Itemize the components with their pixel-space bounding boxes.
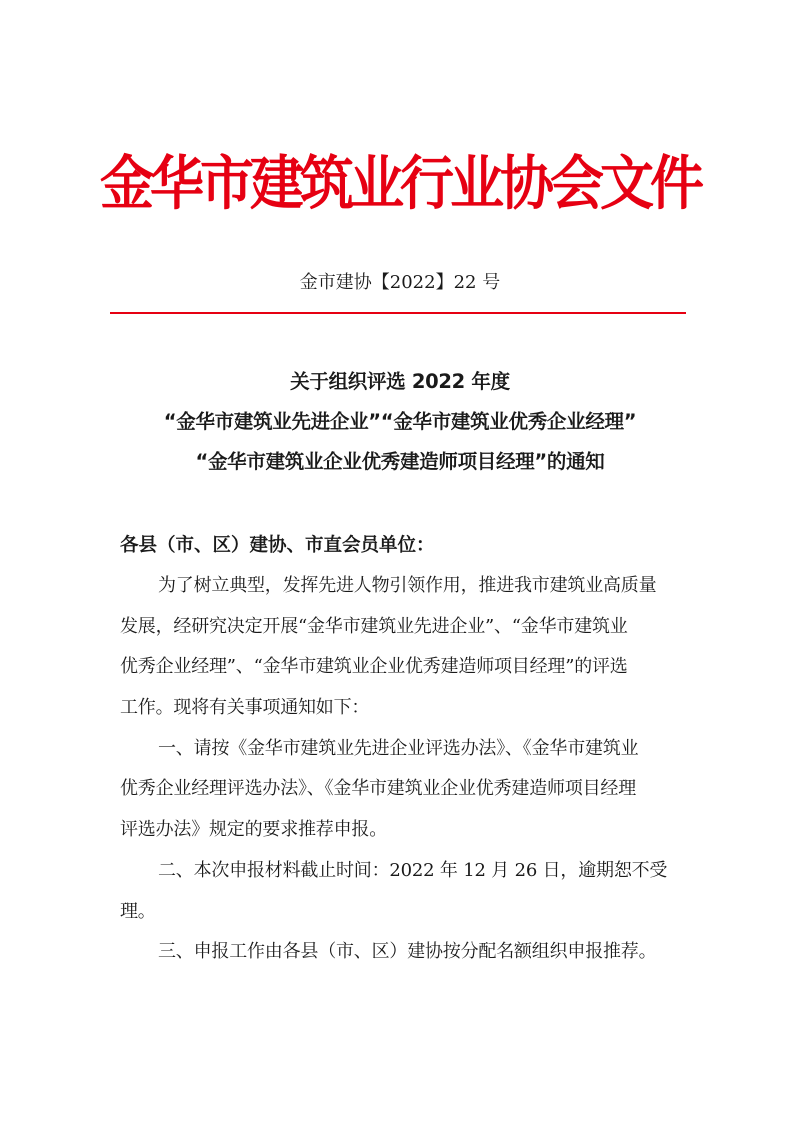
body-line: 发展，经研究决定开展“金华市建筑业先进企业”、“金华市建筑业 — [120, 615, 628, 637]
red-divider-line — [110, 312, 686, 314]
body-line: 三、申报工作由各县（市、区）建协按分配名额组织申报推荐。 — [158, 941, 657, 963]
salutation: 各县（市、区）建协、市直会员单位： — [120, 535, 435, 556]
title-line-1: 关于组织评选 2022 年度 — [290, 370, 510, 393]
body-line: 理。 — [120, 900, 156, 922]
notice-title — [0, 362, 800, 482]
document-masthead: 金华市建筑业行业协会文件 — [100, 149, 700, 218]
body-line: 优秀企业经理”、“金华市建筑业企业优秀建造师项目经理”的评选 — [120, 656, 628, 678]
body-line: 一、请按《金华市建筑业先进企业评选办法》、《金华市建筑业 — [158, 737, 639, 759]
body-line: 为了树立典型，发挥先进人物引领作用，推进我市建筑业高质量 — [158, 575, 657, 596]
body-line: 工作。现将有关事项通知如下： — [120, 697, 370, 719]
body-line: 二、本次申报材料截止时间：2022 年 12 月 26 日，逾期恕不受 — [158, 859, 668, 881]
notice-body — [120, 566, 686, 973]
title-line-3: “金华市建筑业企业优秀建造师项目经理”的通知 — [195, 450, 605, 473]
body-line: 优秀企业经理评选办法》、《金华市建筑业企业优秀建造师项目经理 — [120, 778, 636, 800]
document-number: 金市建协【2022】22 号 — [299, 272, 501, 293]
title-line-2: “金华市建筑业先进企业”“金华市建筑业优秀企业经理” — [163, 410, 637, 433]
body-line: 评选办法》规定的要求推荐申报。 — [120, 819, 387, 841]
